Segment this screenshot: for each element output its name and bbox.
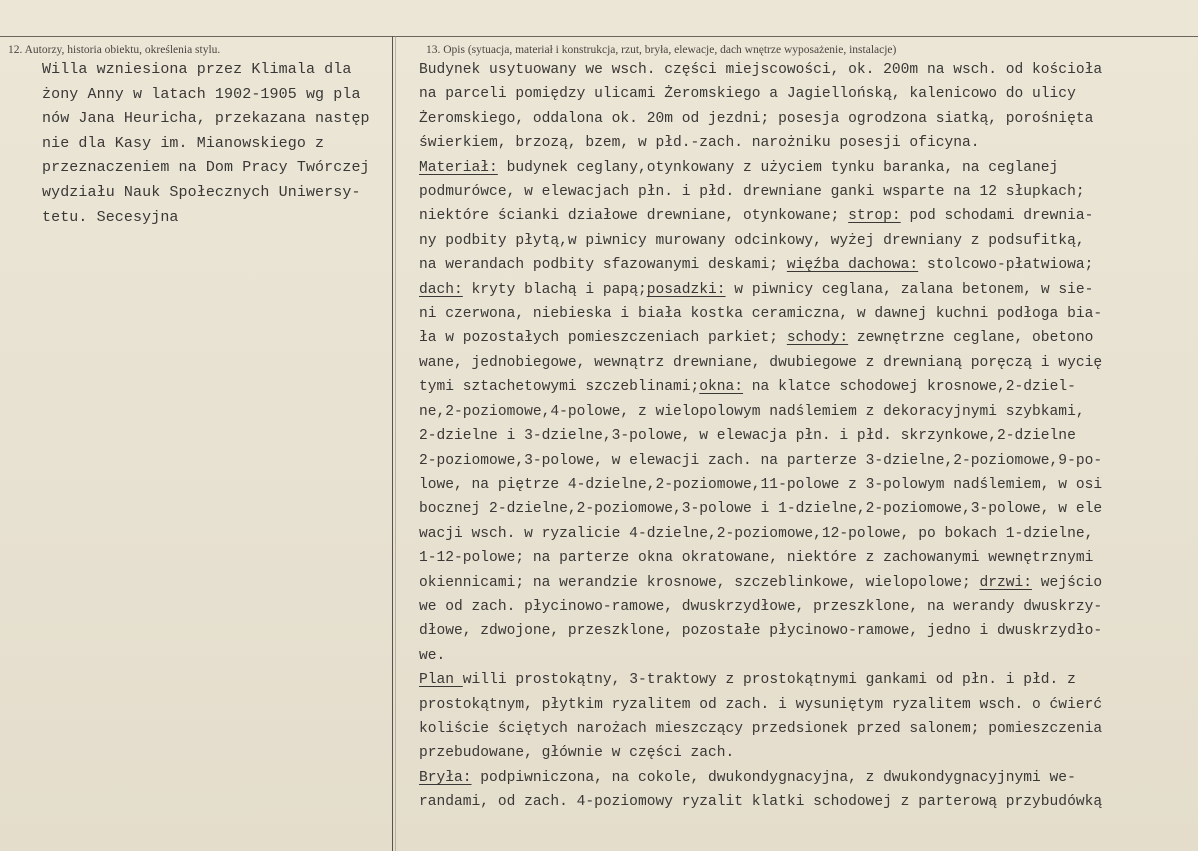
text-segment: prostokątnym, płytkim ryzalitem od zach. i wysuniętym ryzalitem wsch. o ćwierć [419, 696, 1103, 713]
text-segment: 2-poziomowe,3-polowe, w elewacji zach. na parterze 3-dzielne,2-poziomowe,9-po- [419, 452, 1103, 469]
description-line [419, 595, 1197, 619]
description-line [419, 351, 1197, 375]
text-segment: randami, od zach. 4-poziomowy ryzalit klatki schodowej z parterową przybudówką [419, 794, 1103, 811]
text-segment: podmurówce, w elewacjach płn. i płd. drewniane ganki wsparte na 12 słupkach; [419, 184, 1085, 201]
left-text-line: tetu. Secesyjna [42, 208, 179, 226]
description-line [419, 741, 1197, 765]
description-line [419, 58, 1197, 82]
text-segment: ła w pozostałych pomieszczeniach parkiet; [419, 330, 787, 347]
description-line [419, 522, 1197, 546]
description-line [419, 424, 1197, 448]
description-line [419, 473, 1197, 497]
text-segment: wejścio [1032, 574, 1103, 591]
text-segment: wane, jednobiegowe, wewnątrz drewniane, dwubiegowe z drewnianą poręczą i wycię [419, 354, 1103, 371]
text-segment: wacji wsch. w ryzalicie 4-dzielne,2-poziomowe,12-polowe, po bokach 1-dzielne, [419, 525, 1094, 542]
text-segment: we. [419, 647, 446, 664]
description-line [419, 278, 1197, 302]
text-segment: ni czerwona, niebieska i biała kostka ceramiczna, w dawnej kuchni podłoga bia- [419, 306, 1103, 323]
description-line [419, 693, 1197, 717]
description-line [419, 180, 1197, 204]
description-line [419, 766, 1197, 790]
description-line [419, 546, 1197, 570]
description-line [419, 571, 1197, 595]
text-segment: tymi sztachetowymi szczeblinami; [419, 379, 700, 396]
description-line [419, 375, 1197, 399]
text-segment: kryty blachą i papą; [462, 281, 647, 298]
description-line [419, 204, 1197, 228]
description-line [419, 717, 1197, 741]
header-divider [0, 36, 1198, 37]
text-segment: na parceli pomiędzy ulicami Żeromskiego a Jagiellońską, kalenicowo do ulicy [419, 86, 1076, 103]
section-12-header: 12. Autorzy, historia obiektu, określenia stylu. [8, 44, 221, 56]
text-segment: w piwnicy ceglana, zalana betonem, w sie- [725, 281, 1094, 298]
description-line [419, 253, 1197, 277]
text-segment: ny podbity płytą,w piwnicy murowany odcinkowy, wyżej drewniany z podsufitką, [419, 232, 1085, 249]
section-13-header: 13. Opis (sytuacja, materiał i konstrukcja, rzut, bryła, elewacje, dach wnętrze wyposażenie, instalacje) [426, 44, 897, 56]
text-segment: 1-12-polowe; na parterze okna okratowane, niektóre z zachowanymi wewnętrznymi [419, 550, 1094, 567]
description-text [419, 58, 1197, 815]
column-divider [392, 36, 393, 851]
text-segment: stolcowo-płatwiowa; [918, 257, 1094, 274]
text-segment: willi prostokątny, 3-traktowy z prostokątnymi gankami od płn. i płd. z [462, 672, 1076, 689]
underlined-heading: więźba dachowa: [786, 257, 919, 274]
underlined-heading: okna: [699, 379, 744, 396]
description-line [419, 82, 1197, 106]
description-line [419, 400, 1197, 424]
description-line [419, 449, 1197, 473]
underlined-heading: strop: [848, 208, 901, 225]
left-text-line: Willa wzniesiona przez Klimala dla [42, 61, 352, 78]
text-segment: lowe, na piętrze 4-dzielne,2-poziomowe,11-polowe z 3-polowym nadślemiem, w osi [419, 476, 1103, 493]
text-segment: bocznej 2-dzielne,2-poziomowe,3-polowe i 1-dzielne,2-poziomowe,3-polowe, w ele [419, 501, 1103, 518]
text-segment: we od zach. płycinowo-ramowe, dwuskrzydłowe, przeszklone, na werandy dwuskrzy- [419, 598, 1103, 615]
text-segment: zewnętrzne ceglane, obetono [848, 330, 1094, 347]
underlined-heading: Bryła: [419, 769, 472, 786]
description-line [419, 790, 1197, 814]
text-segment: okiennicami; na werandzie krosnowe, szczeblinkowe, wielopolowe; [419, 574, 980, 591]
description-line [419, 131, 1197, 155]
text-segment: na werandach podbity sfazowanymi deskami; [419, 257, 787, 274]
underlined-heading: Plan [419, 672, 463, 689]
underlined-heading: dach: [419, 281, 463, 298]
description-line [419, 326, 1197, 350]
description-line [419, 107, 1197, 131]
text-segment: na klatce schodowej krosnowe,2-dziel- [743, 379, 1076, 396]
left-text-line: żony Anny w latach 1902-1905 wg pla [42, 85, 361, 103]
text-segment: podpiwniczona, na cokole, dwukondygnacyjna, z dwukondygnacyjnymi we- [471, 769, 1076, 786]
column-divider-shadow [395, 36, 396, 851]
description-line [419, 229, 1197, 253]
description-line [419, 644, 1197, 668]
underlined-heading: Materiał: [419, 159, 498, 176]
underlined-heading: posadzki: [646, 281, 726, 298]
text-segment: niektóre ścianki działowe drewniane, otynkowane; [419, 208, 849, 225]
description-line [419, 156, 1197, 180]
authors-history-text [42, 58, 387, 230]
underlined-heading: drzwi: [979, 574, 1033, 591]
text-segment: dłowe, zdwojone, przeszklone, pozostałe płycinowo-ramowe, jedno i dwuskrzydło- [419, 623, 1103, 640]
left-text-line: wydziału Nauk Społecznych Uniwersy- [42, 183, 361, 201]
underlined-heading: schody: [786, 330, 849, 347]
description-line [419, 302, 1197, 326]
description-line [419, 497, 1197, 521]
text-segment: Budynek usytuowany we wsch. części miejscowości, ok. 200m na wsch. od kościoła [419, 62, 1103, 78]
text-segment: budynek ceglany,otynkowany z użyciem tynku baranka, na ceglanej [497, 159, 1059, 176]
text-segment: pod schodami drewnia- [900, 208, 1094, 225]
description-line [419, 619, 1197, 643]
left-text-line: przeznaczeniem na Dom Pracy Twórczej [42, 159, 370, 177]
left-text-line: nów Jana Heuricha, przekazana następ [42, 110, 370, 128]
text-segment: Żeromskiego, oddalona ok. 20m od jezdni; posesja ogrodzona siatką, porośnięta [419, 110, 1094, 127]
description-line [419, 668, 1197, 692]
left-text-line: nie dla Kasy im. Mianowskiego z [42, 134, 325, 152]
text-segment: ne,2-poziomowe,4-polowe, z wielopolowym nadślemiem z dekoracyjnymi szybkami, [419, 403, 1085, 420]
text-segment: koliście ściętych narożach mieszczący przedsionek przed salonem; pomieszczenia [419, 720, 1103, 737]
text-segment: przebudowane, głównie w części zach. [419, 745, 735, 762]
text-segment: 2-dzielne i 3-dzielne,3-polowe, w elewacja płn. i płd. skrzynkowe,2-dzielne [419, 428, 1076, 445]
text-segment: świerkiem, brzozą, bzem, w płd.-zach. narożniku posesji oficyna. [419, 135, 980, 152]
